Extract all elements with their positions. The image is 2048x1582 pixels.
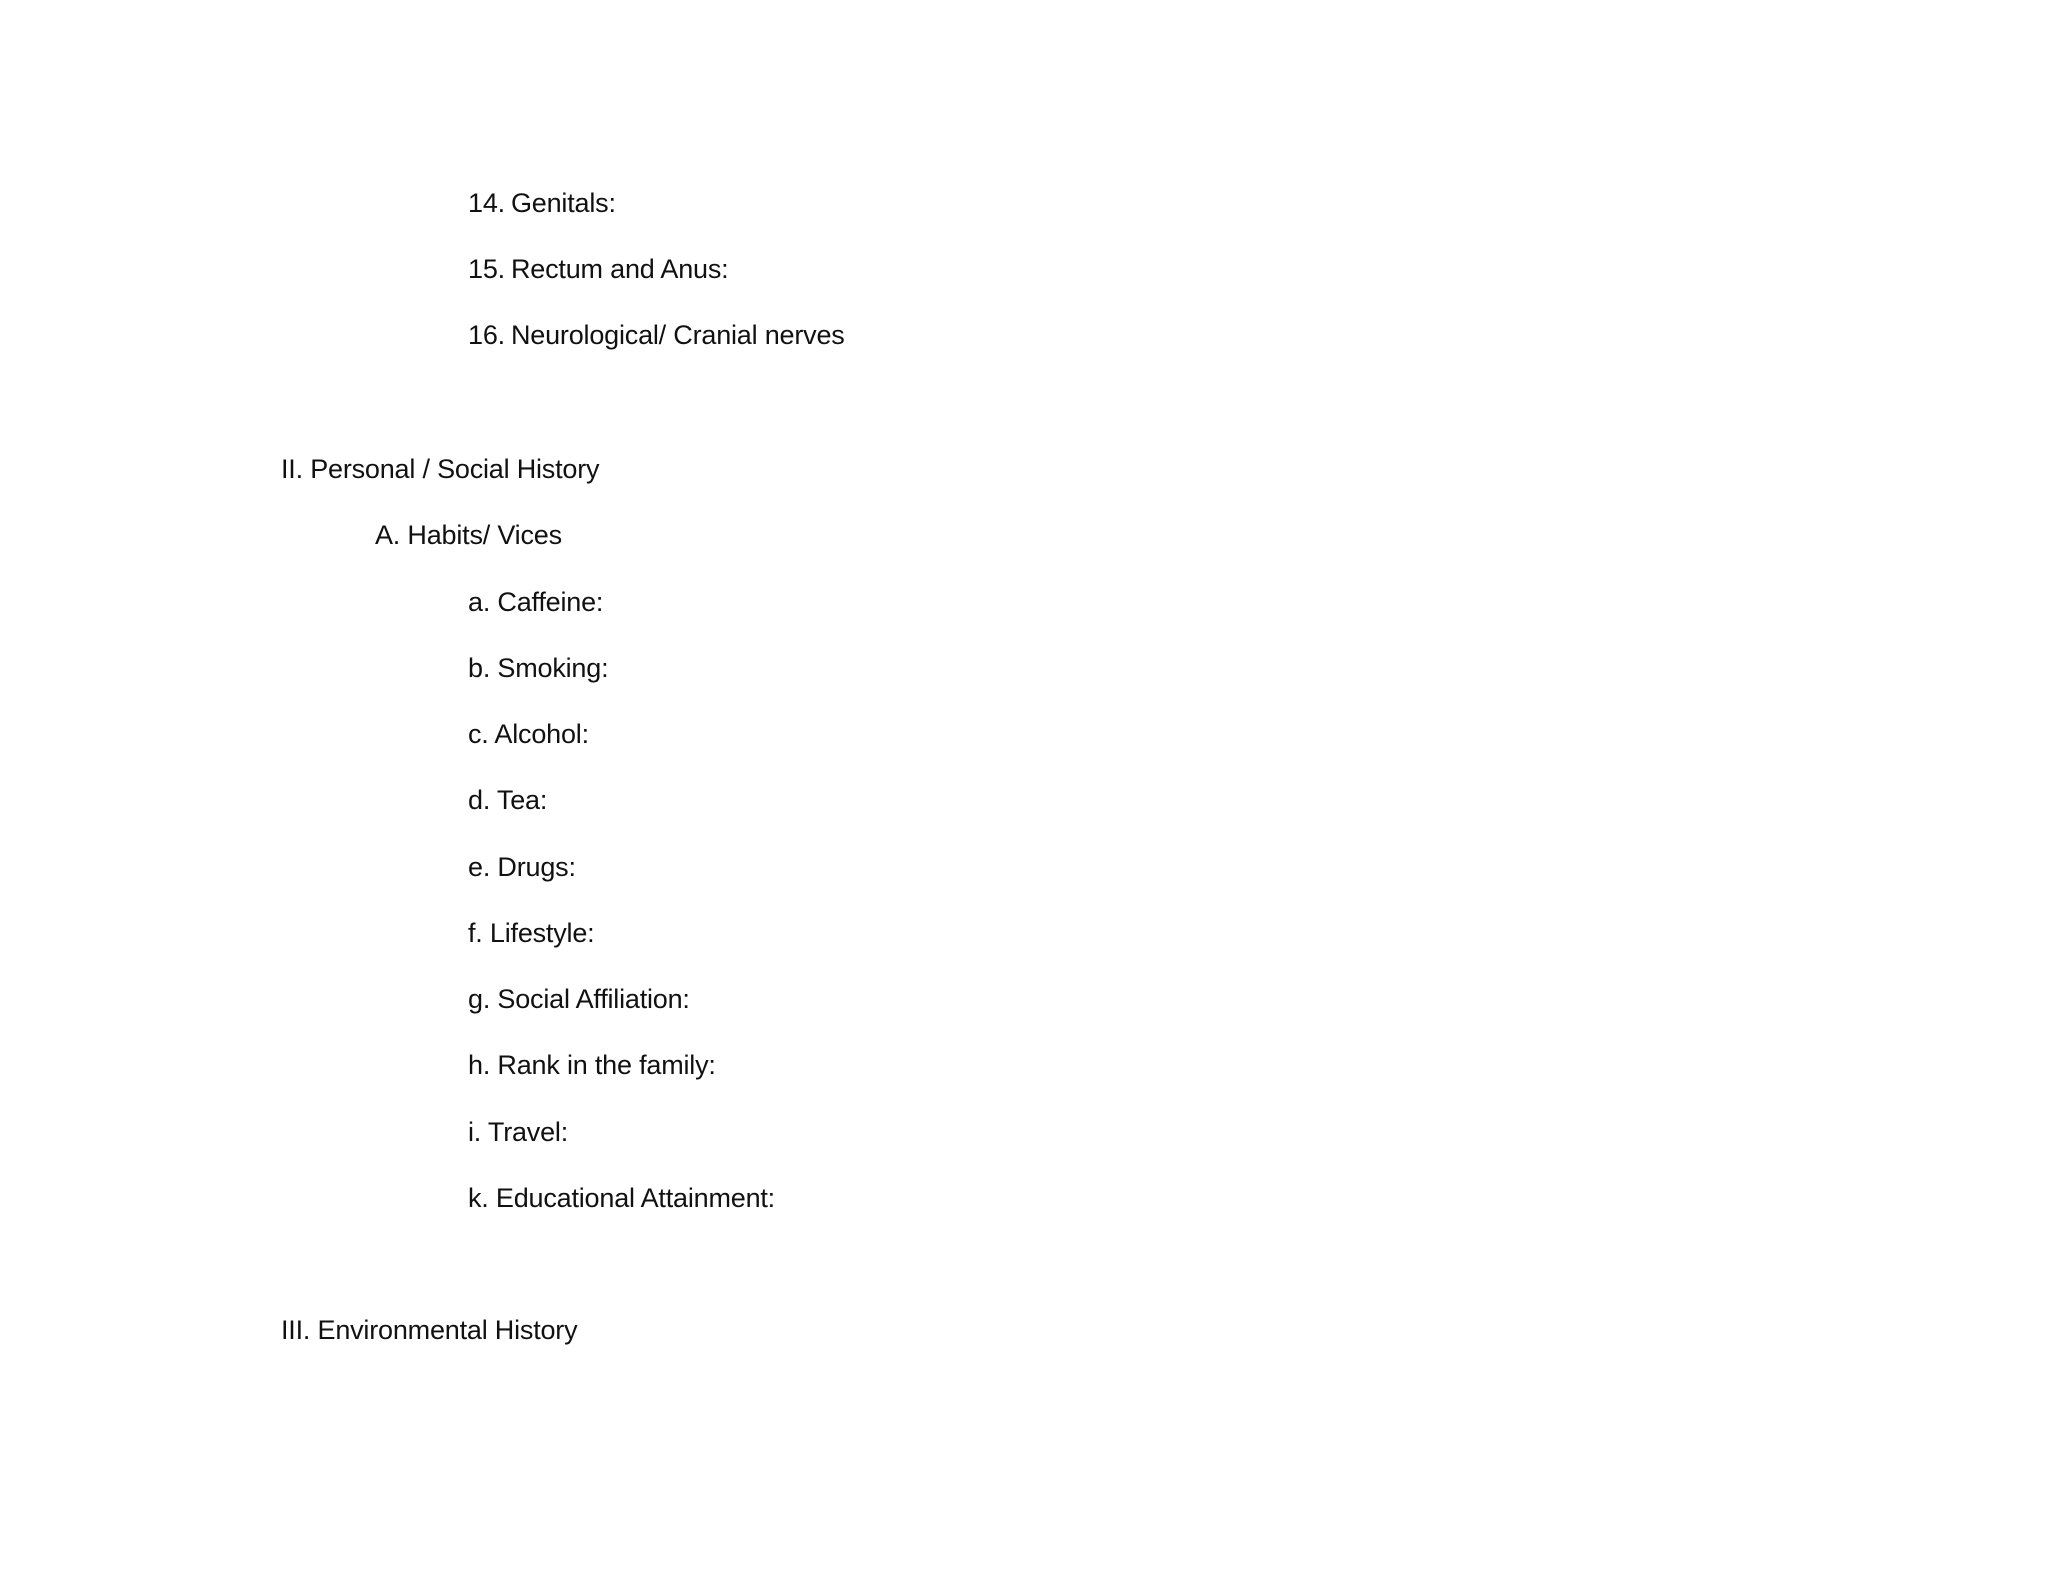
item-label: Genitals: — [511, 188, 616, 218]
exam-item-rectum-anus — [468, 252, 728, 286]
item-number: 16. — [468, 320, 505, 350]
item-number: 14. — [468, 188, 505, 218]
habit-item-lifestyle: f. Lifestyle: — [468, 918, 595, 948]
habit-item-tea: d. Tea: — [468, 785, 548, 815]
section-ii-heading: II. Personal / Social History — [281, 454, 600, 484]
item-label: Rectum and Anus: — [511, 254, 729, 284]
item-number: 15. — [468, 254, 505, 284]
exam-item-neurological — [468, 318, 845, 352]
habit-item-rank-in-family: h. Rank in the family: — [468, 1050, 716, 1080]
item-label: Neurological/ Cranial nerves — [511, 320, 845, 350]
habit-item-travel: i. Travel: — [468, 1117, 569, 1147]
habit-item-caffeine: a. Caffeine: — [468, 587, 604, 617]
habit-item-smoking: b. Smoking: — [468, 653, 609, 683]
habit-item-drugs: e. Drugs: — [468, 852, 576, 882]
habit-item-alcohol: c. Alcohol: — [468, 719, 589, 749]
section-iii-heading: III. Environmental History — [281, 1315, 578, 1345]
subsection-a-heading: A. Habits/ Vices — [375, 520, 562, 550]
habit-item-social-affiliation: g. Social Affiliation: — [468, 984, 690, 1014]
habit-item-educational-attainment: k. Educational Attainment: — [468, 1183, 775, 1213]
exam-item-genitals — [468, 186, 616, 220]
